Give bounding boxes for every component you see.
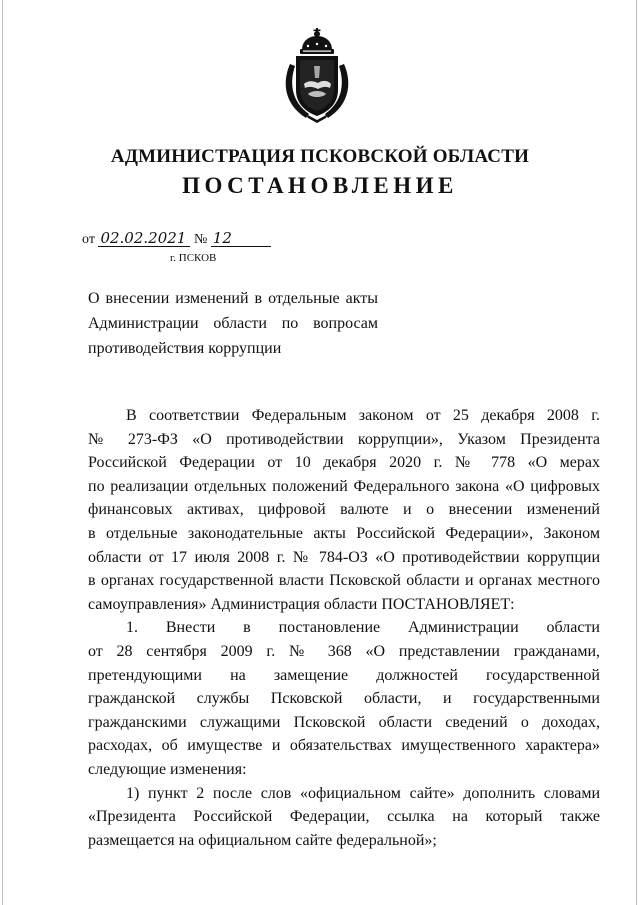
body-line: № 273-ФЗ «О противодействии коррупции», Указом Президента: [88, 430, 600, 448]
body-line: В соответствии Федеральным законом от 25 декабря 2008 г.: [126, 407, 600, 424]
body-line: размещается на официальном сайте федеральной»;: [88, 831, 437, 849]
body-line: расходах, об имуществе и обязательствах имущественного характера»: [88, 737, 600, 755]
organization-title: АДМИНИСТРАЦИЯ ПСКОВСКОЙ ОБЛАСТИ: [110, 146, 530, 167]
pskov-coat-of-arms-icon: [276, 24, 358, 124]
body-line: следующие изменения:: [88, 760, 247, 778]
document-body: [88, 404, 600, 852]
document-type-title: ПОСТАНОВЛЕНИЕ: [182, 173, 458, 198]
document-subject: [88, 286, 378, 361]
date-prefix: от: [82, 232, 95, 247]
scan-edge-left: [2, 0, 3, 905]
body-line: гражданской службы Псковской области, и государственными: [88, 690, 600, 708]
body-line: самоуправления» Администрация области ПОСТАНОВЛЯЕТ:: [88, 595, 515, 613]
body-line: претендующими на замещение должностей государственной: [88, 666, 600, 684]
body-line: Российской Федерации от 10 декабря 2020 г. № 778 «О мерах: [88, 454, 600, 472]
body-line: в отдельные законодательные акты Российской Федерации», Законом: [88, 524, 600, 542]
body-line: по реализации отдельных положений Федерального закона «О цифровых: [88, 477, 600, 495]
body-line: 1. Внести в постановление Администрации области: [126, 619, 600, 637]
subject-line: О внесении изменений в отдельные акты: [88, 290, 378, 307]
date-number-line: [82, 230, 271, 248]
body-line: в органах государственной власти Псковской области и органах местного: [88, 572, 600, 590]
subject-line: Администрации области по вопросам: [88, 315, 378, 332]
number-prefix: №: [193, 232, 208, 247]
body-line: финансовых активах, цифровой валюте и о внесении изменений: [88, 501, 600, 519]
body-line: гражданскими служащими Псковской области сведений о доходах,: [88, 713, 600, 731]
scan-edge-right: [636, 0, 637, 905]
body-line: от 28 сентября 2009 г. № 368 «О представлении гражданами,: [88, 642, 600, 660]
body-line: 1) пункт 2 после слов «официальном сайте» дополнить словами: [126, 784, 600, 802]
subject-line: противодействия коррупции: [88, 340, 282, 357]
number-value: 12: [211, 230, 271, 247]
date-value: 02.02.2021: [98, 230, 190, 247]
city-label: г. ПСКОВ: [170, 252, 217, 264]
body-line: области от 17 июля 2008 г. № 784-ОЗ «О противодействии коррупции: [88, 548, 600, 566]
body-line: «Президента Российской Федерации, ссылка на который также: [88, 808, 600, 826]
